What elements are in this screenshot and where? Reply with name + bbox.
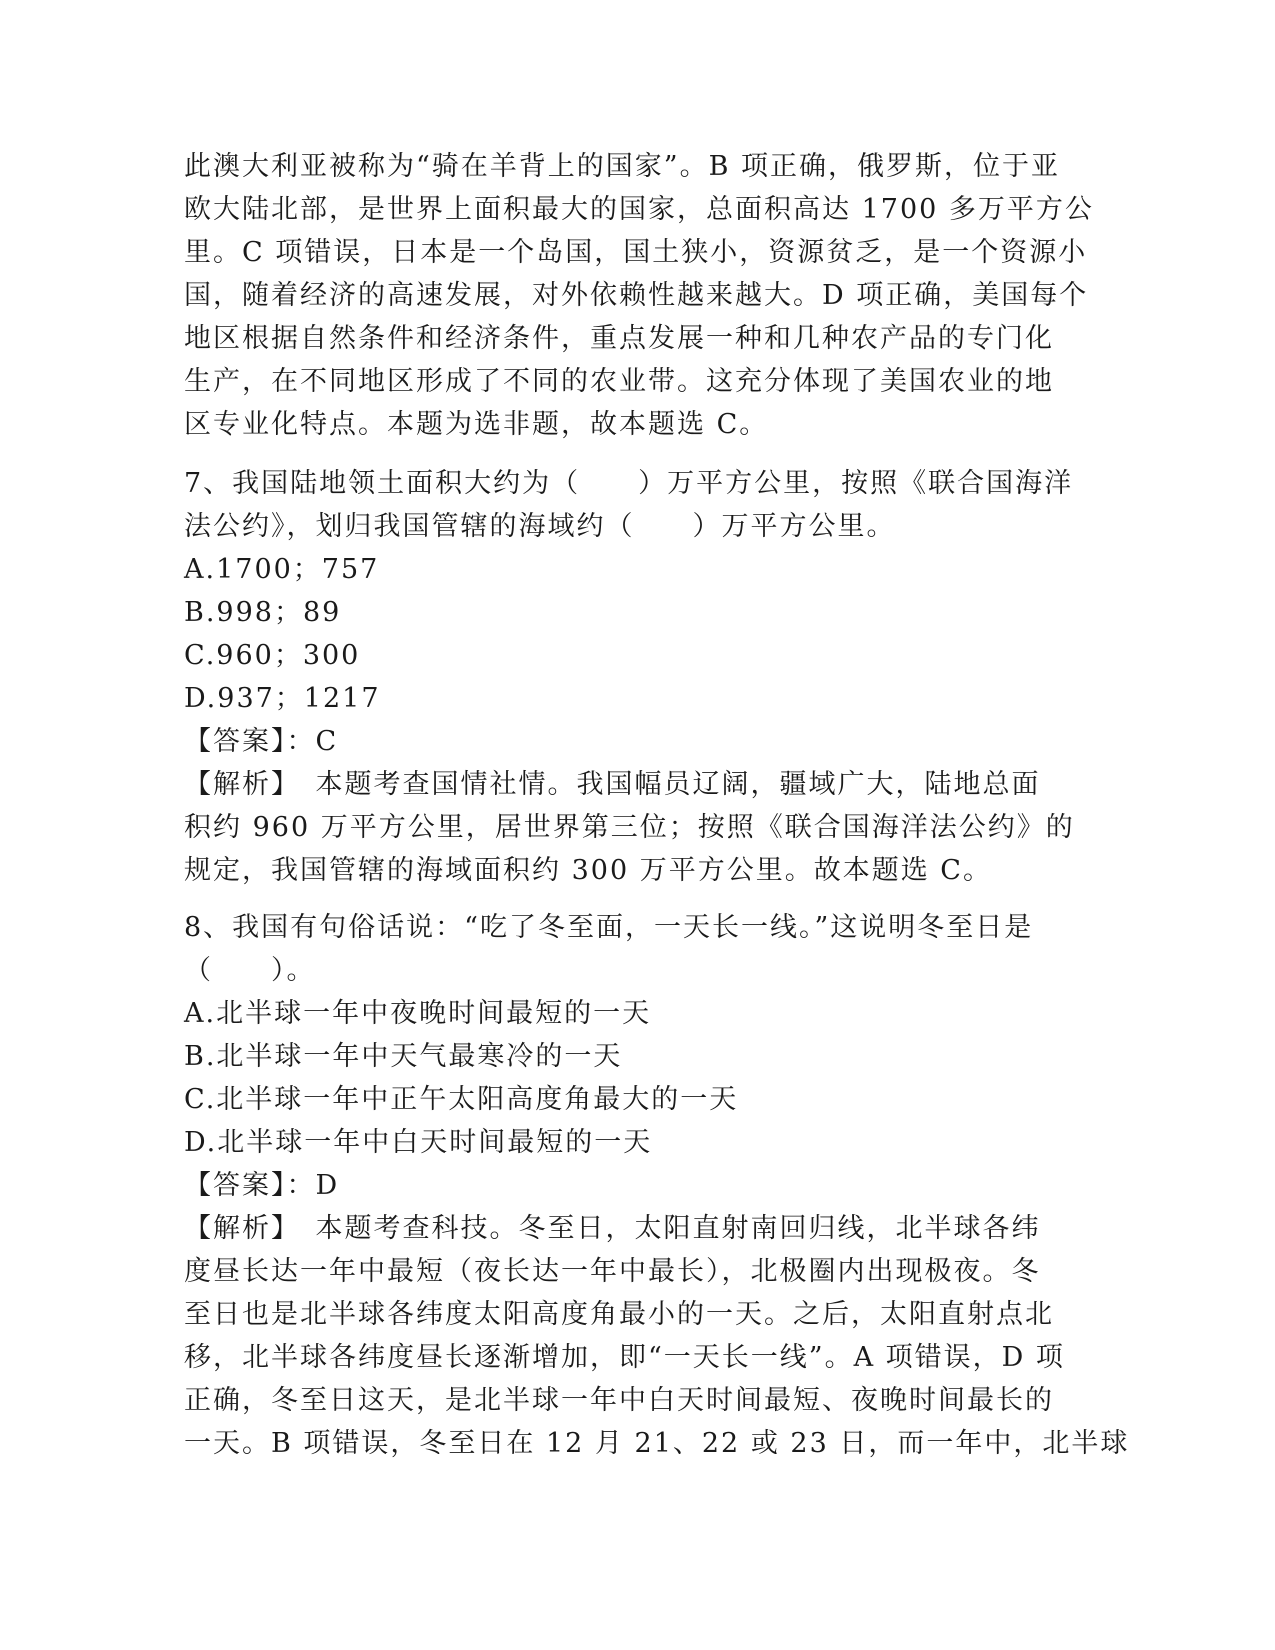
text-line: 里。C 项错误，日本是一个岛国，国土狭小，资源贫乏，是一个资源小 xyxy=(184,237,1088,268)
spacer xyxy=(184,446,1089,462)
explanation-line: 至日也是北半球各纬度太阳高度角最小的一天。之后，太阳直射点北 xyxy=(184,1299,1054,1330)
explanation-line: 【解析】 本题考查科技。冬至日，太阳直射南回归线，北半球各纬 xyxy=(184,1213,1041,1244)
text-line: 生产，在不同地区形成了不同的农业带。这充分体现了美国农业的地 xyxy=(184,366,1054,397)
question-8-options xyxy=(184,992,1089,1164)
explanation-line: 一天。B 项错误，冬至日在 12 月 21、22 或 23 日，而一年中，北半球 xyxy=(184,1428,1130,1459)
question-8-explanation xyxy=(184,1207,1130,1465)
explanation-line: 【解析】 本题考查国情社情。我国幅员辽阔，疆域广大，陆地总面 xyxy=(184,769,1041,800)
question-8-answer: 【答案】：D xyxy=(184,1170,340,1201)
option-b: B.北半球一年中天气最寒冷的一天 xyxy=(184,1041,623,1072)
option-c: C.960；300 xyxy=(184,640,361,671)
previous-explanation-continuation xyxy=(184,145,1094,446)
text-line: 国，随着经济的高速发展，对外依赖性越来越大。D 项正确，美国每个 xyxy=(184,280,1089,311)
question-7-explanation xyxy=(184,763,1089,892)
option-c: C.北半球一年中正午太阳高度角最大的一天 xyxy=(184,1084,739,1115)
explanation-line: 度昼长达一年中最短（夜长达一年中最长），北极圈内出现极夜。冬 xyxy=(184,1256,1041,1287)
stem-line: 7、我国陆地领土面积大约为（ ）万平方公里，按照《联合国海洋 xyxy=(184,468,1074,499)
text-line: 区专业化特点。本题为选非题，故本题选 C。 xyxy=(184,409,769,440)
text-line: 此澳大利亚被称为“骑在羊背上的国家”。B 项正确，俄罗斯，位于亚 xyxy=(184,151,1061,182)
document-page xyxy=(184,145,1130,1465)
stem-line: 法公约》，划归我国管辖的海域约（ ）万平方公里。 xyxy=(184,511,896,542)
explanation-line: 规定，我国管辖的海域面积约 300 万平方公里。故本题选 C。 xyxy=(184,855,992,886)
option-a: A.北半球一年中夜晚时间最短的一天 xyxy=(184,998,652,1029)
stem-line: 8、我国有句俗话说：“吃了冬至面，一天长一线。”这说明冬至日是 xyxy=(184,912,1034,943)
question-8 xyxy=(184,906,1130,1465)
question-7-stem xyxy=(184,462,1089,548)
explanation-line: 移，北半球各纬度昼长逐渐增加，即“一天长一线”。A 项错误，D 项 xyxy=(184,1342,1065,1373)
question-8-stem xyxy=(184,906,1089,992)
option-b: B.998；89 xyxy=(184,597,342,628)
option-d: D.937；1217 xyxy=(184,683,381,714)
option-a: A.1700；757 xyxy=(184,554,380,585)
question-7-options xyxy=(184,548,1089,720)
question-7-answer: 【答案】：C xyxy=(184,726,339,757)
spacer xyxy=(184,892,1089,906)
explanation-line: 积约 960 万平方公里，居世界第三位；按照《联合国海洋法公约》的 xyxy=(184,812,1075,843)
stem-line: （ ）。 xyxy=(184,955,316,986)
option-d: D.北半球一年中白天时间最短的一天 xyxy=(184,1127,653,1158)
question-7 xyxy=(184,462,1089,892)
text-line: 地区根据自然条件和经济条件，重点发展一种和几种农产品的专门化 xyxy=(184,323,1054,354)
explanation-line: 正确，冬至日这天，是北半球一年中白天时间最短、夜晚时间最长的 xyxy=(184,1385,1054,1416)
text-line: 欧大陆北部，是世界上面积最大的国家，总面积高达 1700 多万平方公 xyxy=(184,194,1094,225)
